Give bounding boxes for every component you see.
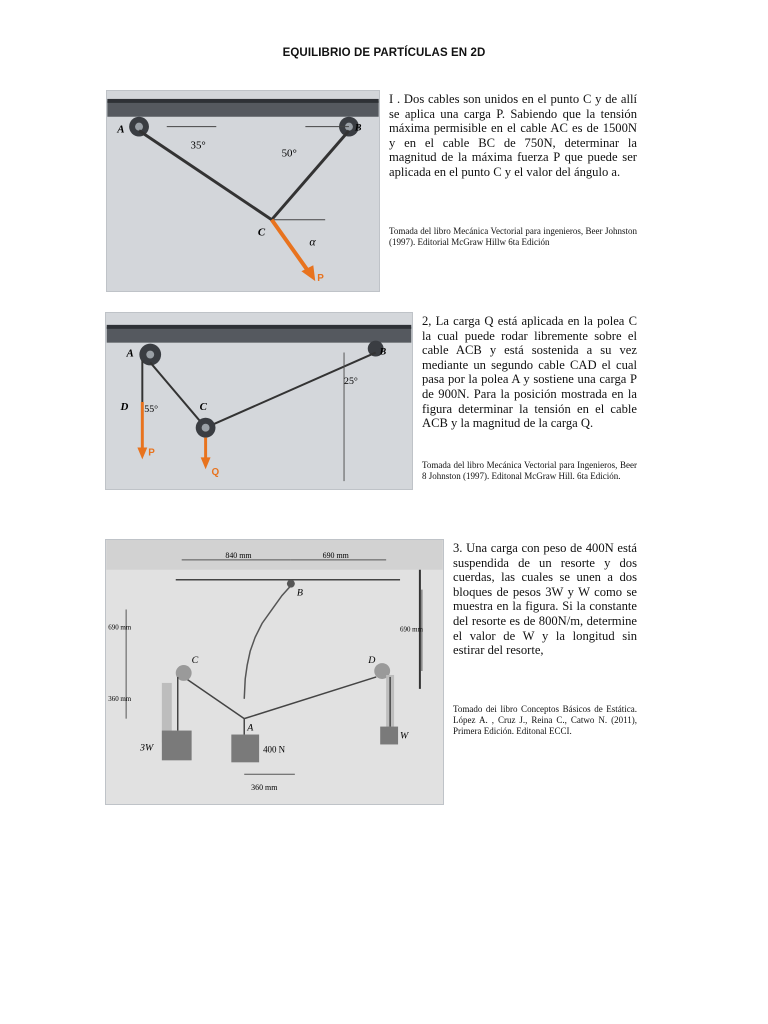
fig3-label-b: B xyxy=(296,587,303,599)
fig2-label-a: A xyxy=(126,347,134,360)
fig3-dim-bottom: 360 mm xyxy=(251,783,278,793)
fig3-label-c: C xyxy=(191,655,199,667)
fig2-label-b: B xyxy=(379,346,387,358)
problem-2-text: 2, La carga Q está aplicada en la polea C la cual puede rodar libremente sobre el cable ACB y está sostenida a su vez mediante un segundo cable CAD el cual pasa por la polea A y sostiene una carga P de 900N. Para la posición mostrada en la figura determinar la tensión en el cable ACB y la magnitud de la carga Q. xyxy=(422,314,637,431)
fig2-label-q: Q xyxy=(211,467,220,479)
fig3-dim-right: 690 mm xyxy=(400,625,423,634)
fig2-angle-b: 25° xyxy=(344,376,358,388)
fig3-block-left: 3W xyxy=(140,742,154,754)
problem-3-text: 3. Una carga con peso de 400N está suspendida de un resorte y dos cuerdas, las cuales se unen a dos bloques de pesos 3W y W como se muestra en la figura. Si la constante del resorte es de 800N/m, determine el valor de W y la longitud sin estirar del resorte, xyxy=(453,541,637,658)
fig1-label-p: P xyxy=(317,273,324,285)
fig2-label-d: D xyxy=(120,400,129,413)
fig3-block-center: 400 N xyxy=(263,744,286,755)
fig1-angle-b: 50° xyxy=(281,147,297,160)
problem-2-reference: Tomada del libro Mecánica Vectorial para Ingenieros, Beer 8 Johnston (1997). Editonal McGraw Hill. 6ta Edición. xyxy=(422,460,637,482)
fig1-angle-a: 35° xyxy=(190,139,206,152)
fig1-label-alpha: α xyxy=(309,234,316,249)
problem-1-reference: Tomada del libro Mecánica Vectorial para ingenieros, Beer Johnston (1997). Editorial McGraw Hillw 6ta Edición xyxy=(389,226,637,248)
fig1-label-c: C xyxy=(257,226,266,239)
fig3-dim-top-left: 840 mm xyxy=(225,550,252,560)
figure-problem-2 xyxy=(105,312,413,490)
fig3-dim-left-upper: 690 mm xyxy=(108,623,132,632)
fig1-label-a: A xyxy=(117,123,125,136)
fig3-label-d: D xyxy=(368,655,376,667)
figure-problem-3 xyxy=(105,539,444,805)
fig2-angle-d: 55° xyxy=(144,403,159,415)
fig2-label-p: P xyxy=(148,447,155,459)
figure-problem-1 xyxy=(106,90,380,292)
fig3-dim-left-lower: 360 mm xyxy=(108,694,132,703)
problem-1-text: I . Dos cables son unidos en el punto C y de allí se aplica una carga P. Sabiendo que la tensión máxima permisible en el cable AC es de 1500N y en el cable BC de 750N, determinar la magnitud de la máxima fuerza P que puede ser aplicada en el punto C y el valor del ángulo a. xyxy=(389,92,637,179)
fig3-block-right: W xyxy=(400,730,409,742)
fig1-label-b: B xyxy=(354,122,362,134)
page-title: EQUILIBRIO DE PARTÍCULAS EN 2D xyxy=(282,47,486,59)
fig3-dim-top-right: 690 mm xyxy=(322,550,349,560)
problem-3-reference: Tomado dei libro Conceptos Básicos de Estática. López A. , Cruz J., Reina C., Catwo N. (2011), Primera Edición. Editonal ECCI. xyxy=(453,704,637,737)
fig2-label-c: C xyxy=(199,400,207,413)
fig3-label-a: A xyxy=(247,722,254,734)
